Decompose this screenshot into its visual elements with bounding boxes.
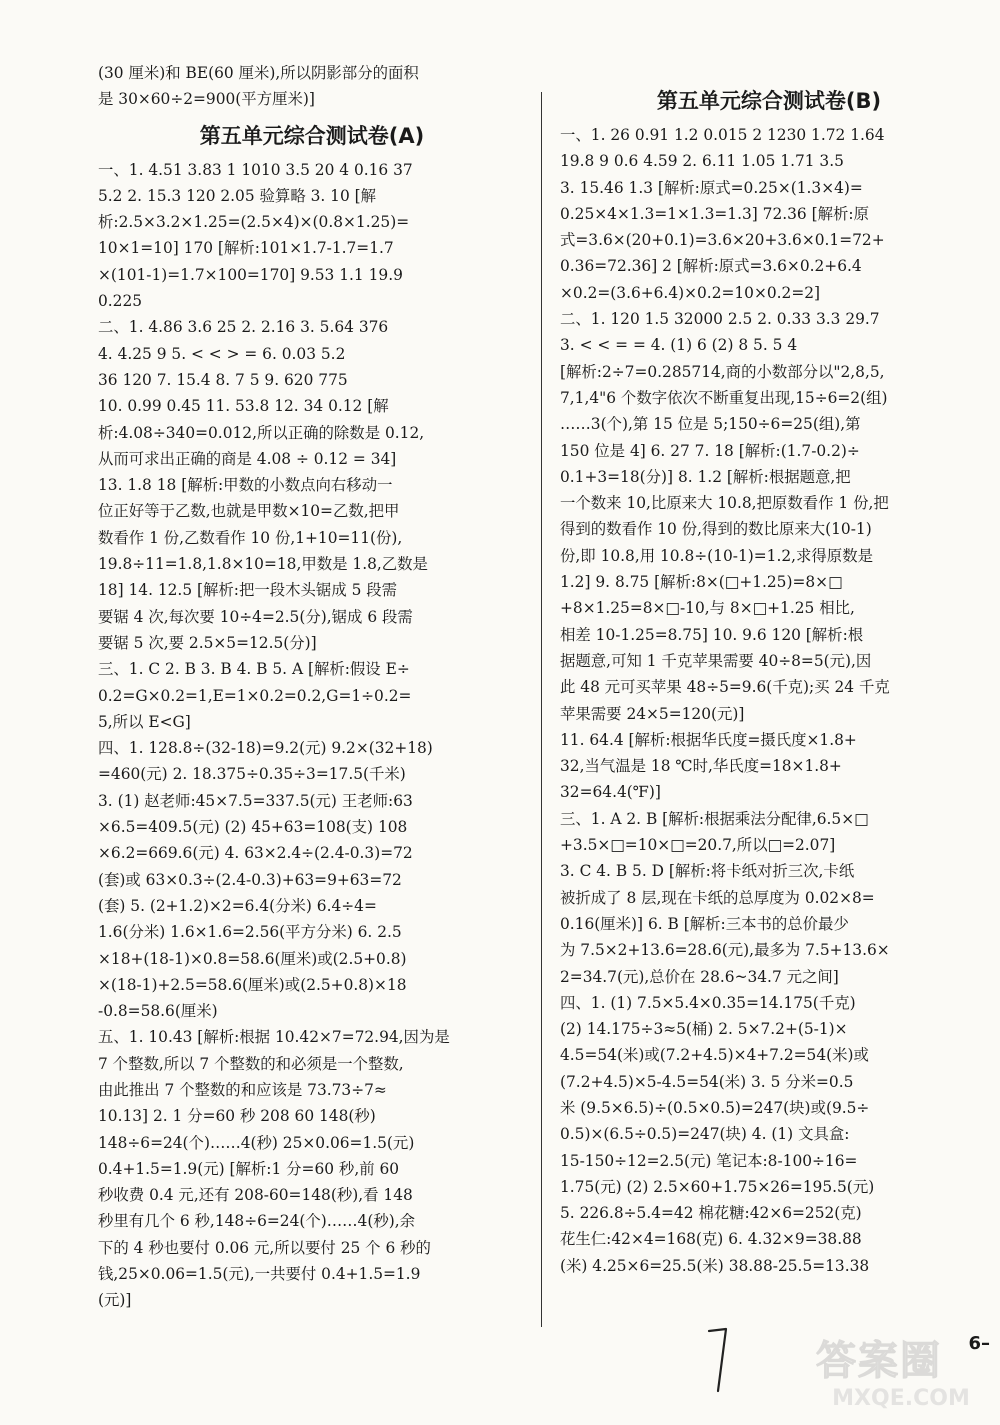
answer-line: 150 位是 4] 6. 27 7. 18 [解析:(1.7-0.2)÷	[560, 441, 860, 460]
answer-line: [解析:2÷7=0.285714,商的小数部分以"2,8,5,	[560, 362, 885, 381]
answer-line: 13. 1.8 18 [解析:甲数的小数点向右移动一	[98, 476, 393, 495]
answer-line: 花生仁:42×4=168(克) 6. 4.32×9=38.88	[560, 1230, 862, 1249]
answer-line: 32,当气温是 18 ℃时,华氏度=18×1.8+	[560, 757, 842, 776]
answer-line: 秒收费 0.4 元,还有 208-60=148(秒),看 148	[98, 1186, 413, 1205]
answer-line: 四、1. (1) 7.5×5.4×0.35=14.175(千克)	[560, 993, 856, 1012]
answer-line: 五、1. 10.43 [解析:根据 10.42×7=72.94,因为是	[98, 1028, 450, 1047]
answer-line: 5,所以 E<G]	[98, 712, 191, 731]
answer-line: 三、1. C 2. B 3. B 4. B 5. A [解析:假设 E÷	[98, 660, 410, 679]
answer-line: ×6.5=409.5(元) (2) 45+63=108(支) 108	[98, 818, 408, 837]
answer-line: 份,即 10.8,用 10.8÷(10-1)=1.2,求得原数是	[560, 546, 873, 565]
answer-line: 要锯 5 次,要 2.5×5=12.5(分)]	[98, 633, 317, 652]
answer-line: 0.4+1.5=1.9(元) [解析:1 分=60 秒,前 60	[98, 1159, 400, 1178]
answer-line: 10. 0.99 0.45 11. 53.8 12. 34 0.12 [解	[98, 397, 389, 416]
answer-line: 0.16(厘米)] 6. B [解析:三本书的总价最少	[560, 914, 849, 933]
answer-line: 15-150÷12=2.5(元) 笔记本:8-100÷16=	[560, 1151, 858, 1170]
answer-line: ……3(个),第 15 位是 5;150÷6=25(组),第	[560, 415, 861, 434]
answer-line: 5. 226.8÷5.4=42 棉花糖:42×6=252(克)	[560, 1204, 862, 1223]
answer-line: 3. 15.46 1.3 [解析:原式=0.25×(1.3×4)=	[560, 178, 863, 197]
answer-line: 要锯 4 次,每次要 10÷4=2.5(分),锯成 6 段需	[98, 607, 413, 626]
answer-line: 式=3.6×(20+0.1)=3.6×20+3.6×0.1=72+	[560, 231, 885, 250]
left-intro	[98, 60, 526, 113]
answer-line: 0.1+3=18(分)] 8. 1.2 [解析:根据题意,把	[560, 467, 851, 486]
answer-line: 19.8 9 0.6 4.59 2. 6.11 1.05 1.71 3.5	[560, 152, 844, 171]
answer-line: 数看作 1 份,乙数看作 10 份,1+10=11(份),	[98, 528, 403, 547]
answer-line: 10.13] 2. 1 分=60 秒 208 60 148(秒)	[98, 1107, 376, 1126]
right-column	[560, 60, 978, 1279]
answer-line: ×18+(18-1)×0.8=58.6(厘米)或(2.5+0.8)	[98, 949, 407, 968]
answer-line: (7.2+4.5)×5-4.5=54(米) 3. 5 分米=0.5	[560, 1072, 854, 1091]
test-a-title: 第五单元综合测试卷(A)	[199, 123, 425, 148]
test-a-answers	[98, 157, 526, 1314]
answer-line: ×(101-1)=1.7×100=170] 9.53 1.1 19.9	[98, 265, 403, 284]
answer-line: (米) 4.25×6=25.5(米) 38.88-25.5=13.38	[560, 1256, 870, 1275]
answer-line: 7,1,4"6 个数字依次不断重复出现,15÷6=2(组)	[560, 388, 888, 407]
answer-line: 3. (1) 赵老师:45×7.5=337.5(元) 王老师:63	[98, 791, 413, 810]
answer-line: 1.75(元) (2) 2.5×60+1.75×26=195.5(元)	[560, 1177, 875, 1196]
answer-line: 10×1=10] 170 [解析:101×1.7-1.7=1.7	[98, 239, 394, 258]
answer-line: 相差 10-1.25=8.75] 10. 9.6 120 [解析:根	[560, 625, 864, 644]
answer-line: 3. < < = = 4. (1) 6 (2) 8 5. 5 4	[560, 336, 798, 355]
answer-line: 5.2 2. 15.3 120 2.05 验算略 3. 10 [解	[98, 186, 377, 205]
answer-line: 148÷6=24(个)……4(秒) 25×0.06=1.5(元)	[98, 1133, 415, 1152]
answer-line: (2) 14.175÷3≈5(桶) 2. 5×7.2+(5-1)×	[560, 1020, 848, 1039]
answer-line: 32=64.4(℉)]	[560, 783, 661, 802]
answer-line: 是 30×60÷2=900(平方厘米)]	[98, 90, 315, 109]
answer-line: +8×1.25=8×□-10,与 8×□+1.25 相比,	[560, 599, 855, 618]
answer-line: 一、1. 4.51 3.83 1 1010 3.5 20 4 0.16 37	[98, 160, 413, 179]
test-b-title: 第五单元综合测试卷(B)	[656, 89, 882, 113]
answer-line: 位正好等于乙数,也就是甲数×10=乙数,把甲	[98, 502, 400, 521]
answer-line: ×0.2=(3.6+6.4)×0.2=10×0.2=2]	[560, 283, 821, 302]
answer-line: 36 120 7. 15.4 8. 7 5 9. 620 775	[98, 370, 348, 389]
answer-line: 被折成了 8 层,现在卡纸的总厚度为 0.02×8=	[560, 888, 875, 907]
answer-line: 0.36=72.36] 2 [解析:原式=3.6×0.2+6.4	[560, 257, 862, 276]
answer-line: 苹果需要 24×5=120(元)]	[560, 704, 745, 723]
answer-line: =460(元) 2. 18.375÷0.35÷3=17.5(千米)	[98, 765, 406, 784]
answer-line: +3.5×□=10×□=20.7,所以□=2.07]	[560, 836, 836, 855]
answer-line: 四、1. 128.8÷(32-18)=9.2(元) 9.2×(32+18)	[98, 739, 433, 758]
watermark-sub-text: MXQE.COM	[832, 1386, 970, 1411]
answer-line: (套)或 63×0.3÷(2.4-0.3)+63=9+63=72	[98, 870, 402, 889]
answer-line: 据题意,可知 1 千克苹果需要 40÷8=5(元),因	[560, 651, 872, 670]
answer-line: 4. 4.25 9 5. < < > = 6. 0.03 5.2	[98, 344, 346, 363]
answer-line: 析:4.08÷340=0.012,所以正确的除数是 0.12,	[98, 423, 425, 442]
answer-line: (元)]	[98, 1291, 132, 1310]
left-column	[98, 60, 526, 1314]
handwritten-seven-mark	[706, 1325, 730, 1395]
answer-line: 从而可求出正确的商是 4.08 ÷ 0.12 = 34]	[98, 449, 397, 468]
answer-line: 0.5)×(6.5÷0.5)=247(块) 4. (1) 文具盒:	[560, 1125, 850, 1144]
answer-line: 秒里有几个 6 秒,148÷6=24(个)……4(秒),余	[98, 1212, 416, 1231]
answer-line: 得到的数看作 10 份,得到的数比原来大(10-1)	[560, 520, 872, 539]
answer-line: ×6.2=669.6(元) 4. 63×2.4÷(2.4-0.3)=72	[98, 844, 413, 863]
answer-line: 4.5=54(米)或(7.2+4.5)×4+7.2=54(米)或	[560, 1046, 869, 1065]
answer-line: 0.225	[98, 292, 143, 311]
answer-line: 18] 14. 12.5 [解析:把一段木头锯成 5 段需	[98, 581, 398, 600]
answer-line: 11. 64.4 [解析:根据华氏度=摄氏度×1.8+	[560, 730, 857, 749]
answer-line: 钱,25×0.06=1.5(元),一共要付 0.4+1.5=1.9	[98, 1265, 421, 1284]
answer-line: 下的 4 秒也要付 0.06 元,所以要付 25 个 6 秒的	[98, 1238, 431, 1257]
answer-line: 2=34.7(元),总价在 28.6~34.7 元之间]	[560, 967, 839, 986]
test-b-answers	[560, 122, 978, 1279]
answer-line: 二、1. 4.86 3.6 25 2. 2.16 3. 5.64 376	[98, 318, 389, 337]
watermark-main-text: 答案圈	[816, 1338, 942, 1384]
answer-line: 0.2=G×0.2=1,E=1×0.2=0.2,G=1÷0.2=	[98, 686, 412, 705]
answer-line: 二、1. 120 1.5 32000 2.5 2. 0.33 3.3 29.7	[560, 310, 880, 329]
answer-line: 一个数来 10,比原来大 10.8,把原数看作 1 份,把	[560, 494, 889, 513]
answer-line: 三、1. A 2. B [解析:根据乘法分配律,6.5×□	[560, 809, 869, 828]
answer-line: 米 (9.5×6.5)÷(0.5×0.5)=247(块)或(9.5÷	[560, 1098, 870, 1117]
answer-line: 1.2] 9. 8.75 [解析:8×(□+1.25)=8×□	[560, 573, 843, 592]
answer-line: 由此推出 7 个整数的和应该是 73.73÷7≈	[98, 1080, 387, 1099]
answer-line: ×(18-1)+2.5=58.6(厘米)或(2.5+0.8)×18	[98, 975, 407, 994]
answer-line: 0.25×4×1.3=1×1.3=1.3] 72.36 [解析:原	[560, 204, 869, 223]
answer-line: 析:2.5×3.2×1.25=(2.5×4)×(0.8×1.25)=	[98, 213, 410, 232]
answer-line: 一、1. 26 0.91 1.2 0.015 2 1230 1.72 1.64	[560, 126, 885, 144]
answer-line: (30 厘米)和 BE(60 厘米),所以阴影部分的面积	[98, 64, 419, 82]
answer-line: 3. C 4. B 5. D [解析:将卡纸对折三次,卡纸	[560, 862, 855, 881]
answer-line: 7 个整数,所以 7 个整数的和必须是一个整数,	[98, 1054, 404, 1073]
answer-line: (套) 5. (2+1.2)×2=6.4(分米) 6.4÷4=	[98, 896, 377, 915]
site-watermark-logo	[816, 1329, 986, 1411]
answer-line: 1.6(分米) 1.6×1.6=2.56(平方分米) 6. 2.5	[98, 923, 402, 942]
page-number: 6–	[968, 1333, 990, 1354]
answer-line: 此 48 元可买苹果 48÷5=9.6(千克);买 24 千克	[560, 678, 890, 697]
answer-line: 为 7.5×2+13.6=28.6(元),最多为 7.5+13.6×	[560, 941, 890, 960]
answer-line: 19.8÷11=1.8,1.8×10=18,甲数是 1.8,乙数是	[98, 555, 428, 574]
answer-line: -0.8=58.6(厘米)	[98, 1002, 218, 1021]
column-divider	[541, 92, 542, 1327]
